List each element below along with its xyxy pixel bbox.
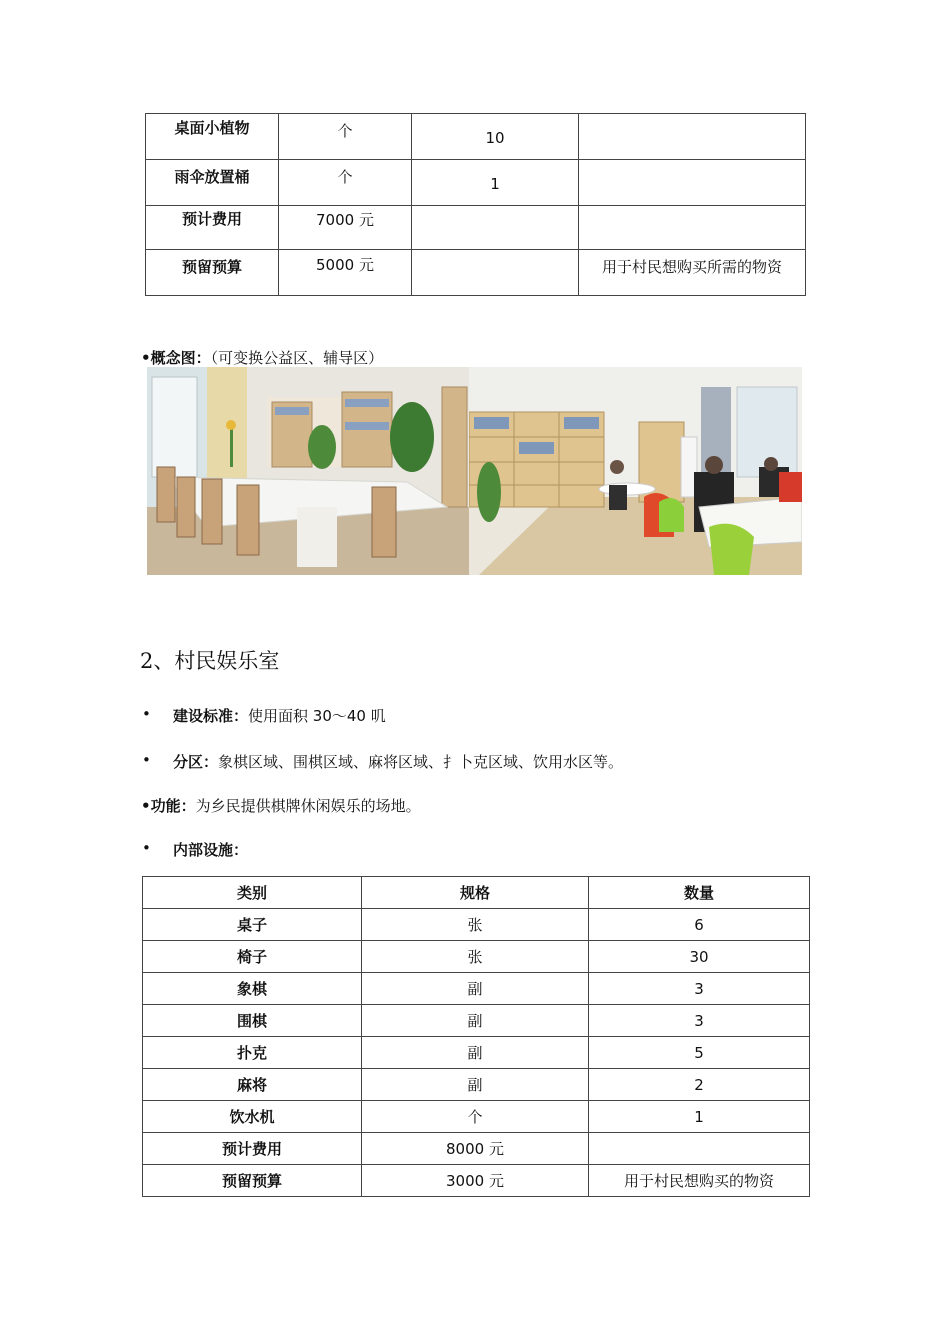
supplies-table-1 — [145, 113, 806, 296]
item-name: 象棋 — [143, 973, 362, 1005]
table-header-row — [143, 877, 810, 909]
item-qty — [589, 1133, 810, 1165]
item-name: 雨伞放置桶 — [146, 160, 279, 206]
item-spec: 副 — [362, 1069, 589, 1101]
item-qty: 1 — [412, 160, 579, 206]
facilities-table — [142, 876, 810, 1197]
item-spec: 张 — [362, 941, 589, 973]
table-row — [146, 160, 806, 206]
facilities-label: 内部设施： — [173, 841, 249, 859]
facilities-line — [142, 839, 249, 859]
item-name: 预计费用 — [146, 206, 279, 250]
item-spec: 副 — [362, 1005, 589, 1037]
item-note — [579, 206, 806, 250]
item-name: 桌面小植物 — [146, 114, 279, 160]
concept-label-line — [141, 347, 383, 368]
item-qty — [412, 206, 579, 250]
reading-area-image — [469, 367, 802, 575]
item-qty: 2 — [589, 1069, 810, 1101]
function-line — [141, 795, 421, 816]
item-name: 桌子 — [143, 909, 362, 941]
item-qty: 用于村民想购买的物资 — [589, 1165, 810, 1197]
item-name: 椅子 — [143, 941, 362, 973]
item-name: 预留预算 — [143, 1165, 362, 1197]
section-heading: 2、村民娱乐室 — [140, 649, 280, 673]
zones-line — [142, 751, 624, 771]
concept-photo-reading-area — [469, 367, 802, 575]
standard-label: 建设标准： — [173, 707, 249, 725]
function-text: 为乡民提供棋牌休闲娱乐的场地。 — [195, 797, 421, 815]
item-name: 预计费用 — [143, 1133, 362, 1165]
table-row — [143, 941, 810, 973]
zones-text: 象棋区域、围棋区域、麻将区域、扌卜克区域、饮用水区等。 — [218, 753, 624, 771]
table-row — [146, 250, 806, 296]
function-label: •功能： — [141, 797, 196, 815]
item-note — [579, 160, 806, 206]
item-spec: 副 — [362, 1037, 589, 1069]
concept-label: •概念图： — [141, 349, 211, 367]
table-row — [143, 1005, 810, 1037]
column-header: 类别 — [143, 877, 362, 909]
item-unit: 7000 元 — [279, 206, 412, 250]
concept-photo-reading-room — [147, 367, 469, 575]
bullet: • — [142, 705, 151, 723]
concept-note: （可变换公益区、辅导区） — [210, 349, 384, 367]
standard-text-group — [173, 705, 386, 726]
column-header: 数量 — [589, 877, 810, 909]
table-row — [143, 909, 810, 941]
item-qty: 3 — [589, 1005, 810, 1037]
table-row — [143, 1037, 810, 1069]
item-qty: 10 — [412, 114, 579, 160]
reading-room-image — [147, 367, 469, 575]
item-qty: 3 — [589, 973, 810, 1005]
item-name: 扑克 — [143, 1037, 362, 1069]
item-spec: 张 — [362, 909, 589, 941]
item-unit: 个 — [279, 114, 412, 160]
table-row — [143, 1069, 810, 1101]
item-note: 用于村民想购买所需的物资 — [579, 250, 806, 296]
table-row — [143, 1165, 810, 1197]
item-name: 围棋 — [143, 1005, 362, 1037]
item-name: 预留预算 — [146, 250, 279, 296]
item-name: 饮水机 — [143, 1101, 362, 1133]
item-spec: 个 — [362, 1101, 589, 1133]
item-qty: 30 — [589, 941, 810, 973]
item-qty: 1 — [589, 1101, 810, 1133]
zones-text-group — [173, 751, 623, 772]
table-row — [146, 114, 806, 160]
item-note — [579, 114, 806, 160]
bullet: • — [142, 839, 151, 857]
bullet: • — [142, 751, 151, 769]
item-qty: 5 — [589, 1037, 810, 1069]
item-qty — [412, 250, 579, 296]
item-name: 麻将 — [143, 1069, 362, 1101]
item-unit: 个 — [279, 160, 412, 206]
item-spec: 副 — [362, 973, 589, 1005]
item-spec: 8000 元 — [362, 1133, 589, 1165]
item-unit: 5000 元 — [279, 250, 412, 296]
table-row — [146, 206, 806, 250]
standard-text: 使用面积 30〜40 叽 — [248, 707, 386, 725]
item-qty: 6 — [589, 909, 810, 941]
standard-line — [142, 705, 386, 725]
column-header: 规格 — [362, 877, 589, 909]
table-row — [143, 1101, 810, 1133]
zones-label: 分区： — [173, 753, 219, 771]
table-row — [143, 1133, 810, 1165]
table-row — [143, 973, 810, 1005]
item-spec: 3000 元 — [362, 1165, 589, 1197]
